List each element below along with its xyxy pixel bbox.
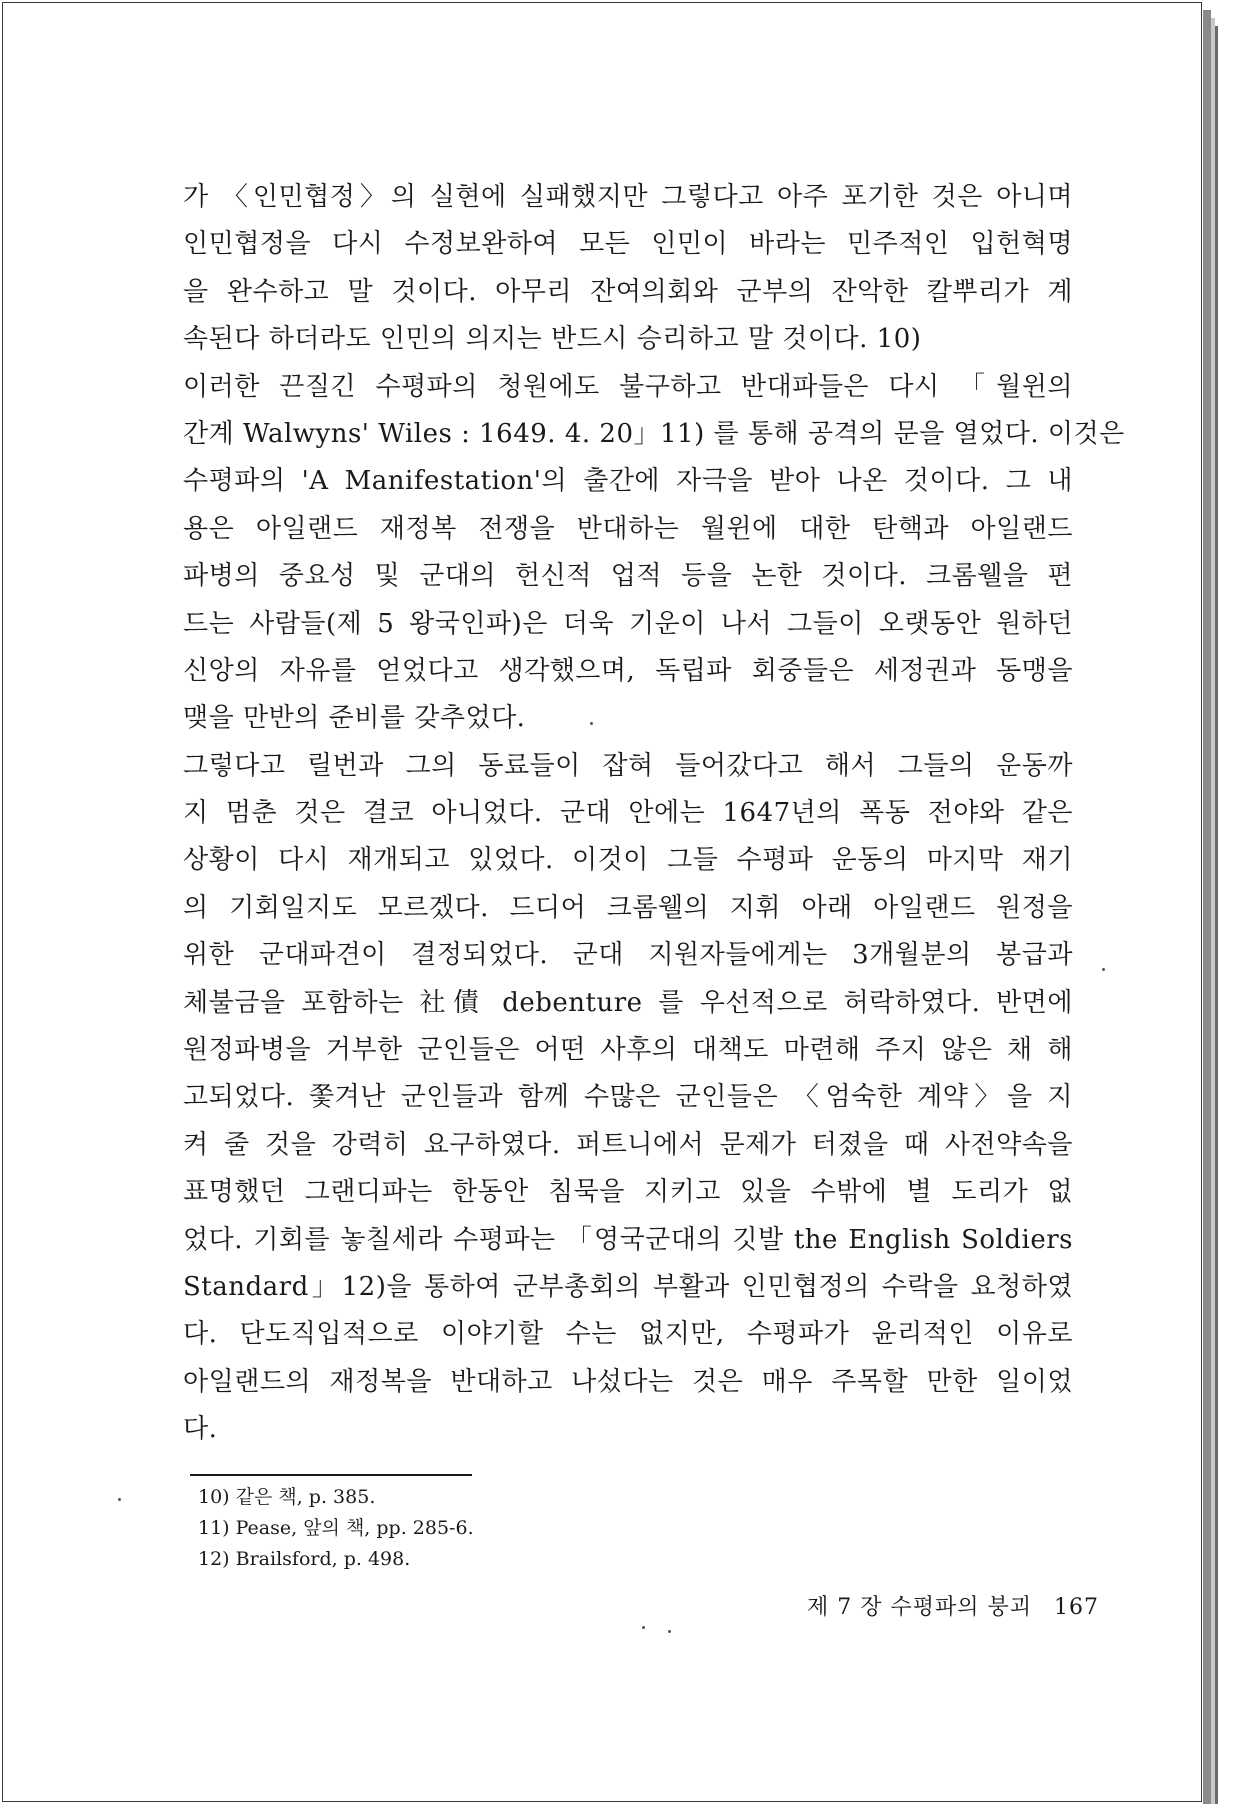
running-footer: [807, 1590, 1099, 1621]
text-line: 다. 단도직입적으로 이야기할 수는 없지만, 수평파가 윤리적인 이유로: [183, 1319, 1073, 1350]
text-line: 지 멈춘 것은 결코 아니었다. 군대 안에는 1647년의 폭동 전야와 같은: [183, 798, 1073, 829]
text-line: 파병의 중요성 및 군대의 헌신적 업적 등을 논한 것이다. 크롬웰을 편: [183, 561, 1073, 592]
footnote: 12) Brailsford, p. 498.: [198, 1548, 411, 1570]
text-line: 가 〈인민협정〉의 실현에 실패했지만 그렇다고 아주 포기한 것은 아니며: [183, 182, 1073, 212]
text-line: 위한 군대파견이 결정되었다. 군대 지원자들에게는 3개월분의 봉급과: [183, 940, 1073, 971]
print-speck: [590, 722, 593, 725]
page-stack-edge-dark: [1215, 26, 1218, 1804]
page-number: 167: [1054, 1595, 1099, 1620]
text-line: 인민협정을 다시 수정보완하여 모든 인민이 바라는 민주적인 입헌혁명: [183, 229, 1073, 260]
footnotes: [198, 1482, 474, 1575]
text-line: 간계 Walwyns' Wiles : 1649. 4. 20」11) 를 통해 공격의 문을 열었다. 이것은: [183, 418, 1125, 449]
print-speck: [118, 1498, 121, 1501]
footnote-divider: [190, 1474, 472, 1476]
text-line: 고되었다. 쫓겨난 군인들과 함께 수많은 군인들은 〈엄숙한 계약〉을 지: [183, 1082, 1073, 1113]
text-line: 신앙의 자유를 얻었다고 생각했으며, 독립파 회중들은 세정권과 동맹을: [183, 655, 1073, 686]
text-line: 을 완수하고 말 것이다. 아무리 잔여의회와 군부의 잔악한 칼뿌리가 계: [183, 276, 1073, 307]
text-line: 의 기회일지도 모르겠다. 드디어 크롬웰의 지휘 아래 아일랜드 원정을: [183, 892, 1073, 923]
print-speck: [642, 1626, 645, 1629]
text-line: 속된다 하더라도 인민의 의지는 반드시 승리하고 말 것이다. 10): [183, 324, 922, 355]
chapter-title: 제 7 장 수평파의 붕괴: [807, 1595, 1032, 1620]
text-line: 원정파병을 거부한 군인들은 어떤 사후의 대책도 마련해 주지 않은 채 해: [183, 1035, 1073, 1066]
text-line: 이러한 끈질긴 수평파의 청원에도 불구하고 반대파들은 다시 「월윈의: [183, 371, 1073, 402]
footnote: 10) 같은 책, p. 385.: [198, 1486, 376, 1508]
page-stack-edge: [1203, 10, 1211, 1804]
print-speck: [1102, 968, 1105, 971]
text-line: 었다. 기회를 놓칠세라 수평파는 「영국군대의 깃발 the English Soldiers: [183, 1224, 1073, 1255]
text-line: 그렇다고 릴번과 그의 동료들이 잡혀 들어갔다고 해서 그들의 운동까: [183, 750, 1073, 781]
text-line: 다.: [183, 1414, 218, 1445]
text-line: 체불금을 포함하는 社債 debenture 를 우선적으로 허락하였다. 반면에: [183, 987, 1073, 1018]
text-line: 수평파의 'A Manifestation'의 출간에 자극을 받아 나온 것이다. 그 내: [183, 466, 1073, 497]
text-line: 맺을 만반의 준비를 갖추었다.: [183, 703, 526, 734]
text-line: 표명했던 그랜디파는 한동안 침묵을 지키고 있을 수밖에 별 도리가 없: [183, 1177, 1073, 1208]
text-line: 상황이 다시 재개되고 있었다. 이것이 그들 수평파 운동의 마지막 재기: [183, 845, 1073, 876]
footnote: 11) Pease, 앞의 책, pp. 285-6.: [198, 1517, 474, 1539]
print-speck: [668, 1630, 671, 1633]
text-line: 켜 줄 것을 강력히 요구하였다. 퍼트니에서 문제가 터졌을 때 사전약속을: [183, 1129, 1073, 1160]
text-line: Standard」12)을 통하여 군부총회의 부활과 인민협정의 수락을 요청하였: [183, 1271, 1073, 1302]
text-line: 드는 사람들(제 5 왕국인파)은 더욱 기운이 나서 그들이 오랫동안 원하던: [183, 608, 1073, 639]
text-line: 용은 아일랜드 재정복 전쟁을 반대하는 월윈에 대한 탄핵과 아일랜드: [183, 513, 1073, 544]
text-line: 아일랜드의 재정복을 반대하고 나섰다는 것은 매우 주목할 만한 일이었: [183, 1366, 1073, 1397]
body-text: [183, 174, 1125, 1454]
